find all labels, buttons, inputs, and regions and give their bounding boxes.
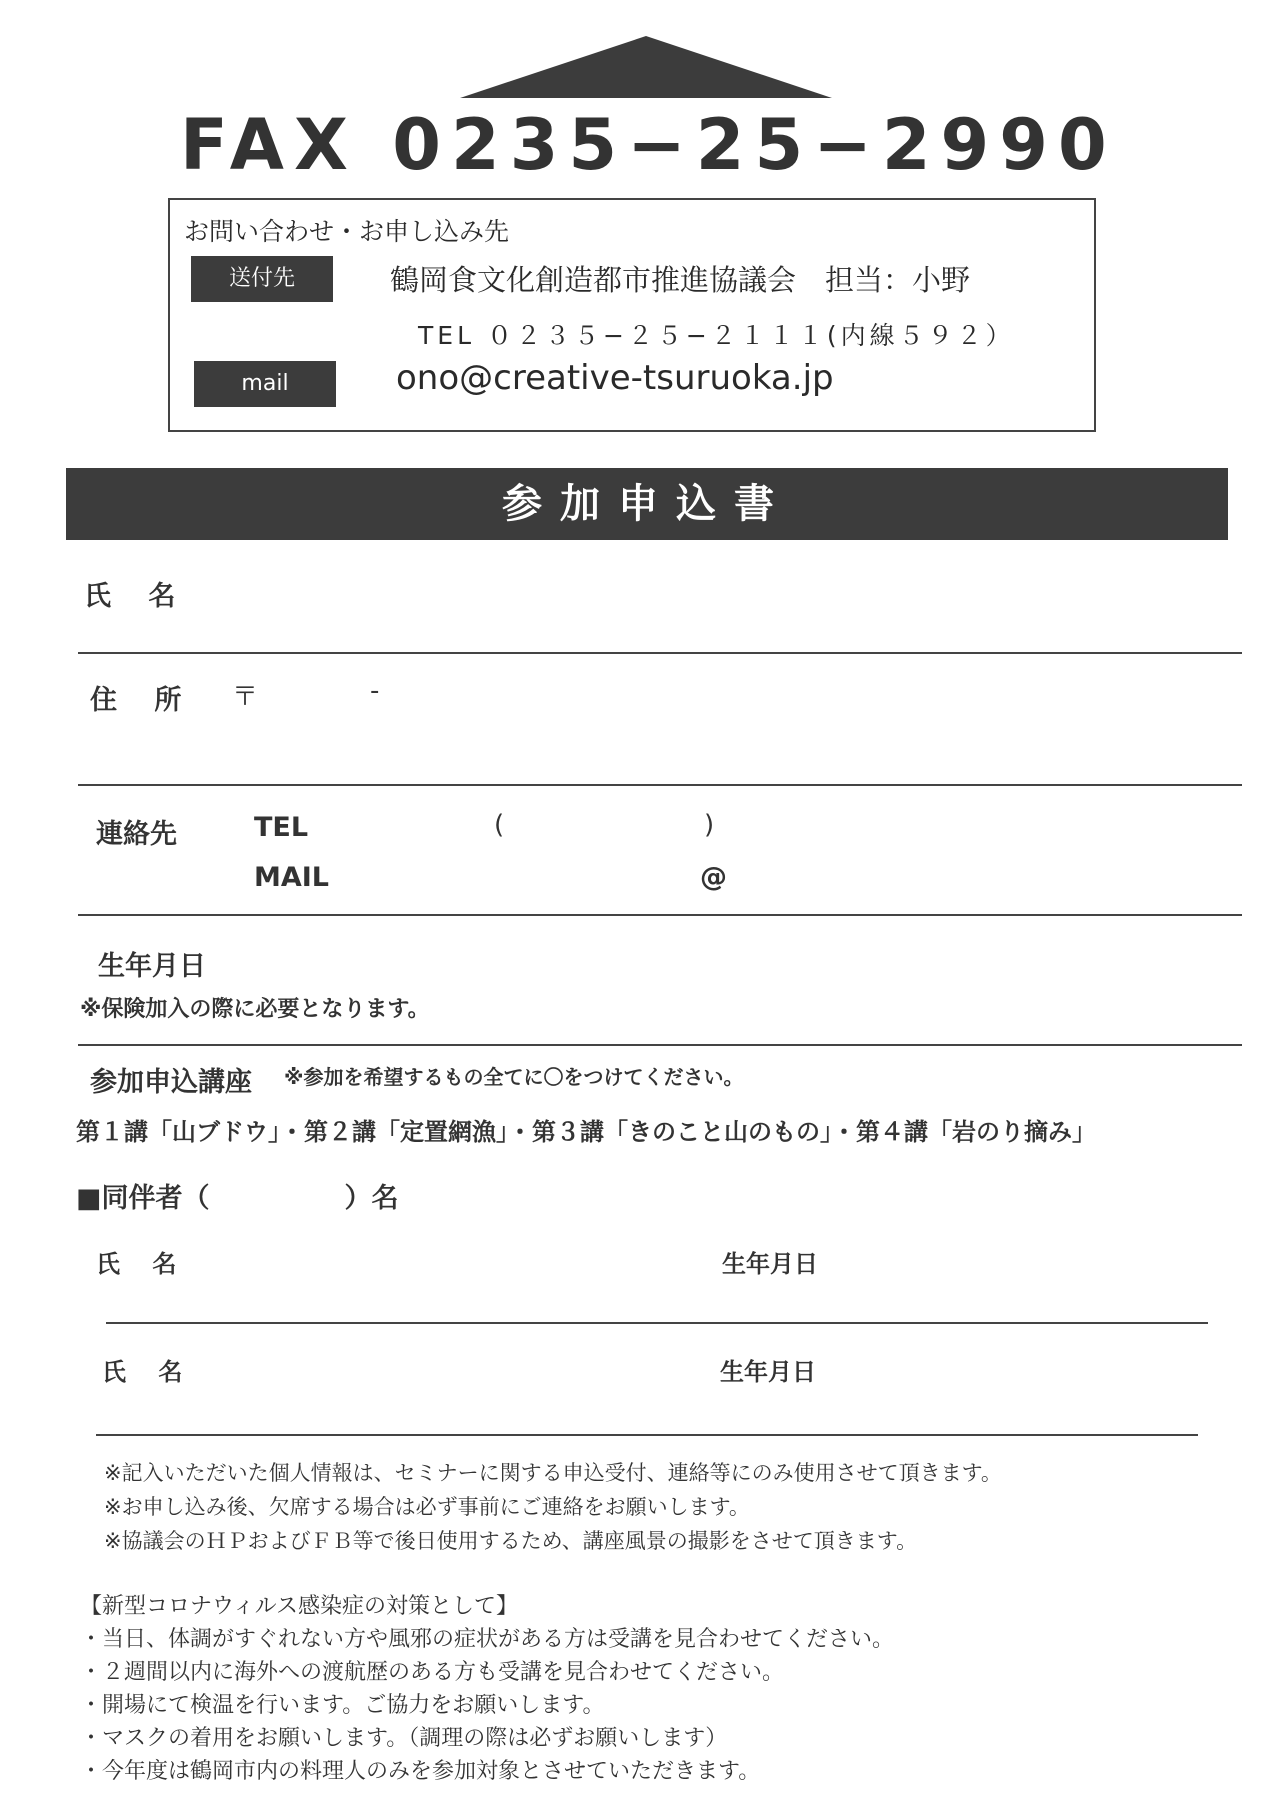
address-field-line[interactable] [78, 784, 1242, 786]
corona-item: ・当日、体調がすぐれない方や風邪の症状がある方は受講を見合わせてください。 [80, 1627, 895, 1652]
course-label: 参加申込講座 [90, 1067, 252, 1098]
birth-label: 生年月日 [98, 951, 206, 982]
note-line: ※お申し込み後、欠席する場合は必ず事前にご連絡をお願いします。 [104, 1495, 750, 1519]
corona-item: ・２週間以内に海外への渡航歴のある方も受講を見合わせてください。 [80, 1660, 785, 1685]
address-label: 住 所 [90, 685, 196, 716]
mail-tag: mail [194, 361, 336, 407]
corona-block [80, 1590, 894, 1788]
tel-label: TEL [254, 812, 309, 843]
companion-1-birth-label: 生年月日 [722, 1250, 818, 1278]
note-line: ※協議会のＨＰおよびＦＢ等で後日使用するため、講座風景の撮影をさせて頂きます。 [104, 1529, 918, 1553]
at-mark: @ [700, 862, 727, 893]
note-line: ※記入いただいた個人情報は、セミナーに関する申込受付、連絡等にのみ使用させて頂きます。 [104, 1461, 1002, 1485]
tel-open-paren: ( [494, 810, 505, 840]
contact-field-line[interactable] [78, 914, 1242, 916]
name-field-line[interactable] [78, 652, 1242, 654]
tel-close-paren: ) [704, 810, 715, 840]
birth-note: ※保険加入の際に必要となります。 [80, 997, 430, 1022]
course-note: ※参加を希望するもの全てに〇をつけてください。 [284, 1065, 744, 1089]
notes-block [104, 1456, 1002, 1558]
companion-2-birth-label: 生年月日 [720, 1358, 816, 1386]
companion-2-name-label: 氏 名 [102, 1358, 195, 1386]
form-title-banner: 参加申込書 [66, 468, 1228, 540]
postal-dash: - [370, 676, 380, 706]
companion-1-field-line[interactable] [106, 1322, 1208, 1324]
contact-title: お問い合わせ・お申し込み先 [184, 217, 510, 246]
corona-item: ・マスクの着用をお願いします。（調理の際は必ずお願いします） [80, 1726, 728, 1751]
birth-field-line[interactable] [78, 1044, 1242, 1046]
contact-label: 連絡先 [96, 819, 177, 850]
contact-tel: TEL ０２３５−２５−２１１１(内線５９２） [418, 321, 1015, 350]
mail-label: MAIL [254, 862, 330, 893]
send-to-tag: 送付先 [191, 256, 333, 302]
companion-label: ■同伴者（ ）名 [76, 1183, 399, 1214]
companion-2-field-line[interactable] [96, 1434, 1198, 1436]
postal-mark: 〒 [232, 682, 259, 712]
organization-name: 鶴岡食文化創造都市推進協議会 担当：小野 [390, 263, 971, 297]
corona-item: ・開場にて検温を行います。ご協力をお願いします。 [80, 1693, 605, 1718]
fax-number: FAX 0235−25−2990 [180, 104, 1117, 186]
corona-item: ・今年度は鶴岡市内の料理人のみを参加対象とさせていただきます。 [80, 1759, 761, 1784]
arrow-up-icon [460, 36, 832, 98]
course-list[interactable]: 第１講「山ブドウ」・第２講「定置網漁」・第３講「きのこと山のもの」・第４講「岩のり摘み」 [76, 1118, 1096, 1146]
corona-title: 【新型コロナウィルス感染症の対策として】 [80, 1594, 519, 1619]
contact-email[interactable]: ono@creative-tsuruoka.jp [396, 358, 834, 398]
companion-1-name-label: 氏 名 [96, 1250, 189, 1278]
name-label: 氏 名 [84, 581, 190, 612]
